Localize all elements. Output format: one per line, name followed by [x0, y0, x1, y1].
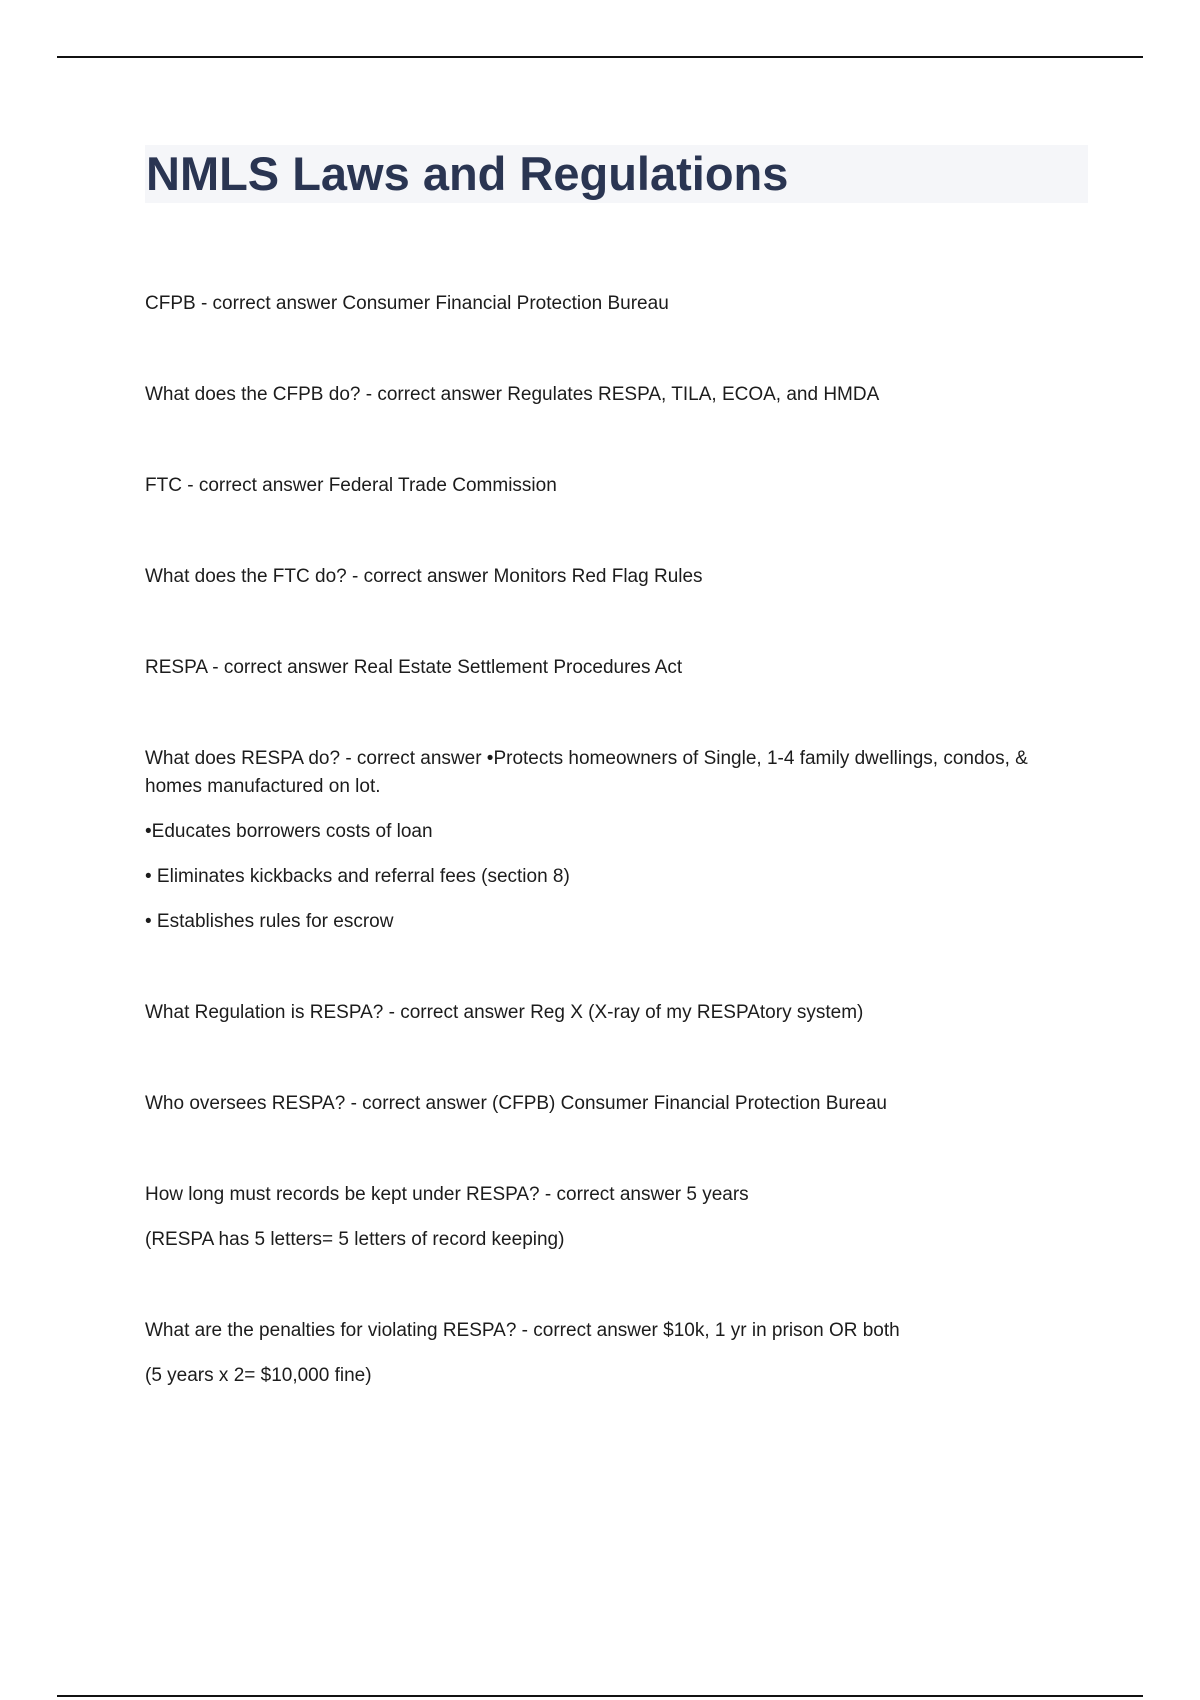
qa-line: What Regulation is RESPA? - correct answer Reg X (X-ray of my RESPAtory system)	[145, 1002, 864, 1023]
qa-entry	[145, 999, 1080, 1027]
qa-entry	[145, 745, 1080, 936]
note-line: (RESPA has 5 letters= 5 letters of record keeping)	[145, 1229, 565, 1250]
bottom-rule	[57, 1695, 1143, 1697]
qa-line: What does the CFPB do? - correct answer Regulates RESPA, TILA, ECOA, and HMDA	[145, 384, 880, 405]
qa-entry	[145, 1181, 1080, 1254]
qa-line: RESPA - correct answer Real Estate Settlement Procedures Act	[145, 657, 683, 678]
qa-list	[145, 290, 1080, 1453]
qa-line: CFPB - correct answer Consumer Financial Protection Bureau	[145, 293, 669, 314]
qa-line: What does RESPA do? - correct answer •Protects homeowners of Single, 1-4 family dwellings, condos, & homes manufactured on lot.	[145, 748, 1028, 797]
qa-entry	[145, 290, 1080, 318]
bullet-line: •Educates borrowers costs of loan	[145, 821, 433, 842]
qa-entry	[145, 1090, 1080, 1118]
qa-line: Who oversees RESPA? - correct answer (CFPB) Consumer Financial Protection Bureau	[145, 1093, 887, 1114]
qa-entry	[145, 381, 1080, 409]
qa-line: How long must records be kept under RESPA? - correct answer 5 years	[145, 1184, 749, 1205]
qa-line: FTC - correct answer Federal Trade Commission	[145, 475, 557, 496]
qa-entry	[145, 1317, 1080, 1390]
bullet-line: • Establishes rules for escrow	[145, 911, 394, 932]
qa-entry	[145, 654, 1080, 682]
note-line: (5 years x 2= $10,000 fine)	[145, 1365, 372, 1386]
qa-entry	[145, 472, 1080, 500]
qa-entry	[145, 563, 1080, 591]
page-title: NMLS Laws and Regulations	[146, 147, 789, 200]
top-rule	[57, 56, 1143, 58]
bullet-line: • Eliminates kickbacks and referral fees (section 8)	[145, 866, 570, 887]
qa-line: What are the penalties for violating RESPA? - correct answer $10k, 1 yr in prison OR both	[145, 1320, 900, 1341]
qa-line: What does the FTC do? - correct answer Monitors Red Flag Rules	[145, 566, 703, 587]
